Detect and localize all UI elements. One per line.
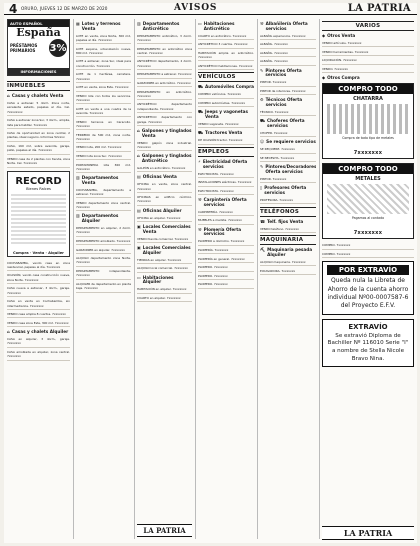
notice2-body: Se extravió Diploma de Bachiller Nº 116010 Serie "I" a nombre de Stella Nicole Bravo Nina. xyxy=(327,332,409,362)
classified-item: CASA, 160 m2, sobre avenida, garaje, patio, papeles al día. 7xxxxxxx xyxy=(7,144,70,155)
classified-item: DEPARTAMENTO en alquiler, 2 dorm. 7xxxxxxx xyxy=(76,226,131,237)
category-habitaciones-anticretico: ▭ Habitaciones Anticrético xyxy=(198,21,235,31)
classified-item: VENDO casa zona Este, 300 m2. 7xxxxxxx xyxy=(7,321,70,327)
ad-espana-line1: PRÉSTAMOS xyxy=(10,43,38,48)
classified-item: OFICINAS en edificio céntrico. 7xxxxxxx xyxy=(137,195,192,206)
tractor-icon: ⛟ xyxy=(198,130,204,136)
car-icon: ⛟ xyxy=(198,84,204,90)
classified-item: TIENDAS en alquiler. 7xxxxxxx xyxy=(137,258,192,264)
classified-item: VENDO. 7xxxxxxx xyxy=(322,67,414,73)
trowel-icon: ⚒ xyxy=(260,21,264,26)
classified-item: PLOMERO. 7xxxxxxx xyxy=(198,282,254,288)
category-maquinaria-pesada: ⛏ Maquinaria pesada Alquiler xyxy=(260,247,313,257)
classified-item: ANTICRETICO departamento con garaje. 7xxxxxxx xyxy=(137,115,192,126)
ad-compro2-sub: METALES xyxy=(355,176,381,183)
ad-record xyxy=(7,171,70,257)
classified-item: CHOFER. 7xxxxxxx xyxy=(260,131,316,137)
section-inmuebles: INMUEBLES xyxy=(7,81,70,91)
classified-item: CASA nueva a estrenar, 3 dorm., garaje. 7xxxxxxx xyxy=(7,286,70,297)
classified-item: MUEBLES a medida. 7xxxxxxx xyxy=(198,218,254,224)
ad-compro2-phone: 7xxxxxxx xyxy=(353,230,383,237)
page-header xyxy=(4,3,417,15)
classified-item: VENDO departamento zona central. 7xxxxxxx xyxy=(76,201,131,212)
classified-item: GARZONIER en alquiler. 7xxxxxxx xyxy=(76,248,131,254)
classified-item: CASA amoblada en alquiler, zona central. 7xxxxxxx xyxy=(7,350,70,361)
classified-item: ALQUILO departamento zona Norte. 7xxxxxxx xyxy=(76,256,131,267)
car-icon: ⛟ xyxy=(260,118,266,124)
classified-item: LOTE en venta, zona Norte, 300 m2, papeles al día. 7xxxxxxx xyxy=(76,34,131,45)
classified-item: VENDO teléfono. 7xxxxxxx xyxy=(260,227,316,233)
classified-item: OFICINA en venta, zona central. 7xxxxxxx xyxy=(137,182,192,193)
notice-extravio-libreta xyxy=(322,261,414,315)
classified-item: EXCAVADORA. 7xxxxxxx xyxy=(260,269,316,275)
ad-espana-line2: PRIMARIOS xyxy=(10,48,36,53)
classified-item: ELECTRICISTA. 7xxxxxxx xyxy=(198,172,254,178)
category-automoviles-compra: ⛟ Automóviles Compra xyxy=(198,84,254,90)
category-telf-fijos: ☎ Telf. fijos Venta xyxy=(260,218,304,224)
classified-item: VENDO galpón zona industrial. 7xxxxxxx xyxy=(137,141,192,152)
classified-item: CASA a estrenar zona Sur, 3 dorm., amplia, lista para habitar. 7xxxxxxx xyxy=(7,118,70,129)
classified-item: HABITACIÓN en alquiler. 7xxxxxxx xyxy=(137,287,192,293)
masthead-brand: LA PATRIA xyxy=(347,3,411,14)
classified-item: PLOMERO. 7xxxxxxx xyxy=(198,274,254,280)
classified-item: VENDO terrenos en Caracollo. 7xxxxxxx xyxy=(76,120,131,131)
classified-item: LOTE en venta, zona Este. 7xxxxxxx xyxy=(76,85,131,91)
classified-item: PINTOR. 7xxxxxxx xyxy=(260,80,316,86)
ad-record-photo xyxy=(11,194,66,244)
classified-item: VENDO casa de 2 plantas con tienda, zona Norte. Cel. 7xxxxxxx xyxy=(7,157,70,168)
classified-item: LOTE de 1 hectárea, carretera. 7xxxxxxx xyxy=(76,72,131,83)
classified-item: VENDO herramientas. 7xxxxxxx xyxy=(322,50,414,56)
column-2 xyxy=(76,19,131,539)
ad-compro-title: COMPRO TODO xyxy=(323,84,413,94)
classified-item: GALPÓN en anticrético. 7xxxxxxx xyxy=(137,166,192,172)
classified-item: ALBAÑIL. 7xxxxxxx xyxy=(260,42,316,48)
category-tecnicos: ⚙ Técnicos Oferta servicios xyxy=(260,97,303,107)
footer-brand-logo-2: LA PATRIA xyxy=(322,526,414,540)
gear-icon: ⚙ xyxy=(260,97,264,103)
category-otros-compra: ◆ Otros Compra xyxy=(322,75,360,81)
tag-icon: ◆ xyxy=(322,75,326,81)
classified-item: CARPINTERÍA. 7xxxxxxx xyxy=(198,210,254,216)
notice1-title: POR EXTRAVÍO xyxy=(327,265,409,275)
column-3 xyxy=(137,19,192,539)
classified-item: COMPRO automóviles. 7xxxxxxx xyxy=(198,101,254,107)
classified-item: ALQUILO maquinaria. 7xxxxxxx xyxy=(260,260,316,266)
classified-item: PINTOR. 7xxxxxxx xyxy=(260,177,316,183)
section-empleos: EMPLEOS xyxy=(198,147,254,157)
category-habitaciones-alquiler: ▭ Habitaciones Alquiler xyxy=(137,274,174,285)
classified-item: COMPRO vehículos. 7xxxxxxx xyxy=(198,92,254,98)
category-plomeria: ⚒ Plomería Oferta servicios xyxy=(198,226,242,237)
ad-compro-image xyxy=(327,104,409,134)
category-locales-venta: ▣ Locales Comerciales Venta xyxy=(137,224,191,234)
classified-item: TERRENO de 500 m2, zona norte. 7xxxxxxx xyxy=(76,133,131,144)
classified-item: PROFESORA. 7xxxxxxx xyxy=(260,198,316,204)
classified-item: DEPARTAMENTO en anticrético. 7xxxxxxx xyxy=(137,90,192,101)
book-icon: ▯ xyxy=(260,185,263,191)
bed-icon: ▭ xyxy=(198,21,202,26)
category-tractores-venta: ⛟ Tractores Venta xyxy=(198,130,243,136)
building-icon: ▥ xyxy=(76,175,80,181)
ad-compro-body: Compra de todo tipo de metales xyxy=(342,136,394,141)
ad-compro-todo-2 xyxy=(322,163,414,239)
category-otros-venta: ◆ Otros Venta xyxy=(322,33,356,38)
classified-item: SE NECESITA. 7xxxxxxx xyxy=(260,156,316,162)
category-oficinas-alquiler: ▤ Oficinas Alquiler xyxy=(137,207,182,213)
classified-item: DE OCASIÓN tractor. 7xxxxxxx xyxy=(198,138,254,144)
ad-espana-name: España xyxy=(16,26,61,39)
section-title: AVISOS xyxy=(174,3,218,13)
ad-compro-sub: CHATARRA xyxy=(353,96,383,103)
category-lotes-venta: ▦ Lotes y terrenos Venta xyxy=(76,21,121,31)
classified-item: TÉCNICO. 7xxxxxxx xyxy=(260,110,316,116)
phone-icon: ☎ xyxy=(260,218,265,224)
category-deptos-alquiler: ▥ Departamentos Alquiler xyxy=(76,213,119,223)
category-deptos-anticretico: ▥ Departamentos Anticrético xyxy=(137,21,180,31)
category-deptos-venta: ▥ Departamentos Venta xyxy=(76,175,119,185)
classified-item: DEPARTAMENTO a estrenar. 7xxxxxxx xyxy=(137,72,192,78)
classified-item: SE REQUIERE. 7xxxxxxx xyxy=(260,147,316,153)
classified-item: DEPARTAMENTO en anticrético zona central. 7xxxxxxx xyxy=(137,47,192,58)
classified-item: VENDO lote zona Sur. 7xxxxxxx xyxy=(76,154,131,160)
category-locales-alquiler: ▣ Locales Comerciales Alquiler xyxy=(137,245,191,255)
classified-item: ANTICRÉTICO habitaciones. 7xxxxxxx xyxy=(198,64,254,70)
classified-item: DEPARTAMENTO independiente. 7xxxxxxx xyxy=(76,269,131,280)
classified-item: PLOMERÍA. 7xxxxxxx xyxy=(198,248,254,254)
category-casas-venta: ⌂ Casas y chalets Venta xyxy=(7,93,64,98)
warehouse-icon: ⌂ xyxy=(137,127,140,133)
category-albanileria: ⚒ Albañilería Oferta servicios xyxy=(260,21,308,31)
classified-item: VENDO tienda comercial. 7xxxxxxx xyxy=(137,237,192,243)
classified-item: VENDO casa amplia 8 cuartos. 7xxxxxxx xyxy=(7,312,70,318)
category-casas-alquiler: ⌂ Casas y chalets Alquiler xyxy=(7,329,69,334)
classified-item: ALQUILO local comercial. 7xxxxxxx xyxy=(137,266,192,272)
category-galpones-anticretico: ⌂ Galpones y tinglados Anticrético xyxy=(137,153,192,163)
classified-item: GARZONIER en anticrético. 7xxxxxxx xyxy=(137,81,192,87)
building-icon: ▥ xyxy=(76,213,80,219)
house-icon: ⌂ xyxy=(7,93,10,98)
warehouse-icon: ⌂ xyxy=(137,153,140,159)
plot-icon: ▦ xyxy=(76,21,80,26)
classified-item: COMPRO. 7xxxxxxx xyxy=(322,252,414,258)
category-choferes: ⛟ Choferes Oferta servicios xyxy=(260,118,305,128)
classified-item: ALQUILER de departamento en planta baja. 7xxxxxxx xyxy=(76,282,131,293)
page-number: 4 xyxy=(9,2,18,16)
house-icon: ⌂ xyxy=(7,329,10,334)
column-6 xyxy=(322,19,414,539)
classified-item: ALBAÑIL. 7xxxxxxx xyxy=(260,59,316,65)
category-carpinteria: ⚒ Carpintería Oferta servicios xyxy=(198,197,247,207)
ad-compro2-title: COMPRO TODO xyxy=(323,164,413,174)
classified-item: VENDO lote con todos los servicios. 7xxxxxxx xyxy=(76,94,131,105)
classified-item: ANTICRÉTICO departamento independiente. 7xxxxxxx xyxy=(137,102,192,113)
excavator-icon: ⛏ xyxy=(260,247,266,253)
classified-item: DEPARTAMENTO anticrético, 3 dorm. 7xxxxxxx xyxy=(137,34,192,45)
classified-item: COCHABAMBA, departamento a estrenar. 7xxxxxxx xyxy=(76,188,131,199)
category-oficinas-venta: ▤ Oficinas Venta xyxy=(137,174,177,180)
classified-item: VENDO lote, 200 m2. 7xxxxxxx xyxy=(76,145,131,151)
classified-item: VENDO artículos. 7xxxxxxx xyxy=(322,41,414,47)
classified-item: CUARTO en anticrético. 7xxxxxxx xyxy=(198,34,254,40)
classified-item: OCASIÓN, vendo casa construcción nueva, zona Norte. 7xxxxxxx xyxy=(7,273,70,284)
bolt-icon: ⚡ xyxy=(198,159,201,165)
classified-item: CASA en venta en Cochabamba, sin intermediarios. 7xxxxxxx xyxy=(7,299,70,310)
office-icon: ▤ xyxy=(137,174,141,180)
category-se-requiere: ☺ Se requiere servicios xyxy=(260,139,316,145)
ad-auto-espana xyxy=(7,19,70,76)
bed-icon: ▭ xyxy=(137,274,141,280)
tag-icon: ◆ xyxy=(322,33,326,38)
classified-item: PORTAMONEDA lote 360 m2. 7xxxxxxx xyxy=(76,163,131,174)
category-jeeps-venta: ⛟ Jeeps y vagonetas Venta xyxy=(198,109,248,119)
notice-extravio-diploma xyxy=(322,319,414,367)
classified-item: ANTICRÉTICO departamento, 2 dorm. 7xxxxxxx xyxy=(137,59,192,70)
notice2-title: EXTRAVÍO xyxy=(348,322,388,331)
wrench-icon: ⚒ xyxy=(198,226,202,232)
classified-item: COCHABAMBA, vendo casa en zona residencial, papeles al día. 7xxxxxxx xyxy=(7,261,70,272)
classified-item: ALBAÑIL. 7xxxxxxx xyxy=(260,51,316,57)
classified-item: COMPRO. 7xxxxxxx xyxy=(322,243,414,249)
category-electricidad: ⚡ Electricidad Oferta servicios xyxy=(198,159,248,169)
classified-item: CASA de oportunidad en zona central, 2 plantas, ideal negocio. Informes 52xxxx xyxy=(7,131,70,142)
classified-item: PLOMERO. 7xxxxxxx xyxy=(198,265,254,271)
ad-record-body: Compra · Venta · Alquiler xyxy=(13,250,64,255)
office-icon: ▤ xyxy=(137,207,141,213)
classified-item: CASA en alquiler, 3 dorm., garaje. 7xxxxxxx xyxy=(7,337,70,348)
brush-icon: ✎ xyxy=(260,67,264,73)
ad-compro2-image xyxy=(327,184,409,214)
category-galpones-venta: ⌂ Galpones y tinglados Venta xyxy=(137,127,192,138)
column-4 xyxy=(198,19,254,539)
classified-item: ELECTRICISTA. 7xxxxxxx xyxy=(198,189,254,195)
ad-espana-top: AUTO ESPAÑOL xyxy=(8,20,69,27)
newspaper-page xyxy=(4,3,417,543)
classified-item: LOTE a estrenar, zona Sur, ideal para construcción. 7xxxxxxx xyxy=(76,59,131,70)
saw-icon: ⚒ xyxy=(198,197,202,203)
classified-item: ANTICRETICO 3 cuartos. 7xxxxxxx xyxy=(198,42,254,48)
building-icon: ▥ xyxy=(137,21,141,26)
ad-compro-todo xyxy=(322,83,414,159)
brush-icon: ✎ xyxy=(260,164,264,170)
ad-record-title: RECORD xyxy=(15,175,62,187)
classified-item: LOTE en venta a una cuadra de la avenida. 7xxxxxxx xyxy=(76,107,131,118)
ad-compro-phone: 7xxxxxxx xyxy=(353,150,383,157)
classified-item: VENDO vagoneta. 7xxxxxxx xyxy=(198,122,254,128)
section-maquinaria: MAQUINARIA xyxy=(260,235,316,245)
classified-item: DEPARTAMENTO amoblado. 7xxxxxxx xyxy=(76,239,131,245)
ad-record-sub: Bienes Raíces xyxy=(26,186,51,191)
column-1 xyxy=(7,19,70,539)
classified-item: INSTALACIONES eléctricas. 7xxxxxxx xyxy=(198,180,254,186)
page-date: ORURO, JUEVES 12 DE MARZO DE 2020 xyxy=(21,6,108,11)
category-pintores-decoradores: ✎ Pintores/Decoradores Oferta servicios xyxy=(260,164,316,174)
ad-espana-percent: 3% xyxy=(49,39,67,57)
section-vehiculos: VEHÍCULOS xyxy=(198,72,254,82)
classified-item: PLOMERO a domicilio. 7xxxxxxx xyxy=(198,239,254,245)
classified-item: PLOMERÍA en general. 7xxxxxxx xyxy=(198,257,254,263)
footer-brand-logo: LA PATRIA xyxy=(137,524,192,537)
classified-item: PINTOR de interiores. 7xxxxxxx xyxy=(260,89,316,95)
ad-compro2-body: Pagamos al contado xyxy=(351,216,385,221)
car-icon: ⛟ xyxy=(198,109,204,115)
person-icon: ☺ xyxy=(260,139,265,145)
classified-item: CASA a estrenar. 5 dorm. Zona norte, excelente estado, papeles al día. Cel. 7xxxxxxxx xyxy=(7,101,70,116)
category-pintores: ✎ Pintores Oferta servicios xyxy=(260,67,302,78)
classified-item: LIQUIDACIÓN. 7xxxxxxx xyxy=(322,58,414,64)
store-icon: ▣ xyxy=(137,224,141,230)
category-profesores: ▯ Profesores Oferta servicios xyxy=(260,185,307,195)
classified-item: ALBAÑIL experiencia. 7xxxxxxx xyxy=(260,34,316,40)
store-icon: ▣ xyxy=(137,245,141,251)
classified-item: LOTE esquina, urbanización nueva, 800 m2. 7xxxxxxx xyxy=(76,47,131,58)
section-varios: VARIOS xyxy=(322,21,414,31)
section-telefonos: TELÉFONOS xyxy=(260,207,316,217)
classified-item: OFICINA en alquiler. 7xxxxxxx xyxy=(137,216,192,222)
classified-item: CUARTO en alquiler. 7xxxxxxx xyxy=(137,296,192,302)
classified-item: HABITACIÓN amplia en anticrético. 7xxxxxxx xyxy=(198,51,254,62)
column-5 xyxy=(260,19,316,539)
ad-espana-info: INFORMACIONES xyxy=(8,68,69,75)
notice1-body: Queda nula la Libreta de Ahorro de la cuenta ahorro individual Nº00-0007587-6 del Proyecto E.F.V. xyxy=(327,277,409,310)
